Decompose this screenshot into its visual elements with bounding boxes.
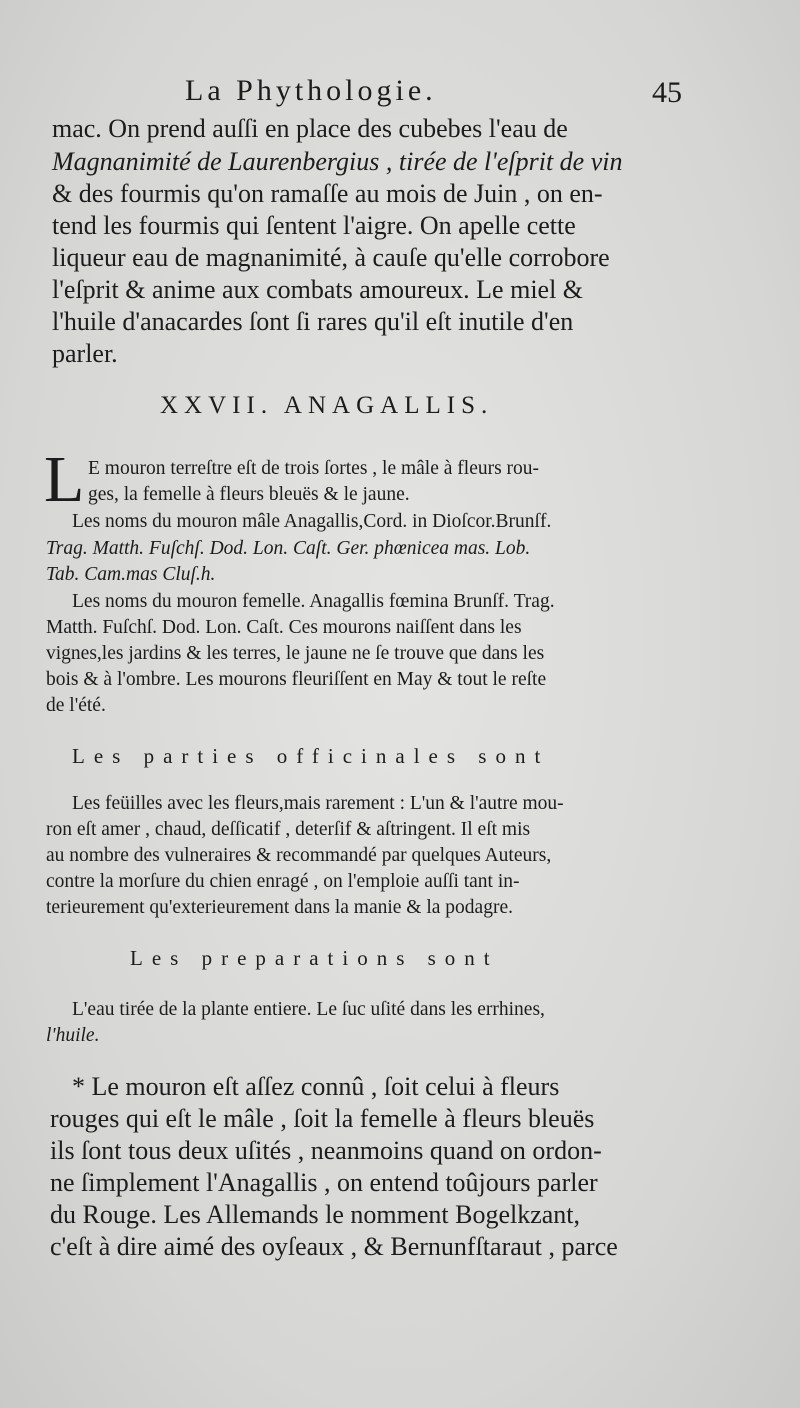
text-line: L'eau tirée de la plante entiere. Le ſuc uſité dans les errhines, (72, 999, 545, 1020)
text-line: mac. On prend auſſi en place des cubebes l'eau de (52, 114, 568, 143)
text-line: l'eſprit & anime aux combats amoureux. Le miel & (52, 275, 584, 304)
text-line: * Le mouron eſt aſſez connû , ſoit celui à fleurs (72, 1072, 560, 1101)
text-line: ils ſont tous deux uſités , neanmoins quand on ordon- (50, 1136, 602, 1165)
section-heading-preparations: Les preparations sont (130, 946, 499, 970)
text-line: rouges qui eſt le mâle , ſoit la femelle à fleurs bleuës (50, 1104, 595, 1133)
text-line: Les noms du mouron femelle. Anagallis fœmina Brunſf. Trag. (72, 591, 555, 612)
text-line: ne ſimplement l'Anagallis , on entend toûjours parler (50, 1168, 598, 1197)
text-line: & des fourmis qu'on ramaſſe au mois de Juin , on en- (52, 179, 603, 208)
page-number: 45 (652, 76, 682, 109)
text-line: bois & à l'ombre. Les mourons fleuriſſent en May & tout le reſte (46, 669, 547, 690)
text-line: c'eſt à dire aimé des oyſeaux , & Bernunfſtaraut , parce (50, 1232, 618, 1261)
text-line: ges, la femelle à fleurs bleuës & le jaune. (88, 484, 410, 505)
text-line: parler. (52, 339, 118, 368)
text-line: Matth. Fuſchſ. Dod. Lon. Caſt. Ces mourons naiſſent dans les (46, 617, 522, 638)
drop-cap: L (44, 443, 85, 516)
text-line: l'huile d'anacardes ſont ſi rares qu'il eſt inutile d'en (52, 307, 574, 336)
running-title: La Phythologie. (185, 74, 437, 107)
text-line: ron eſt amer , chaud, deſſicatif , deterſif & aſtringent. Il eſt mis (46, 819, 531, 840)
text-line: Trag. Matth. Fuſchſ. Dod. Lon. Caſt. Ger. phœnicea mas. Lob. (46, 538, 531, 559)
section-heading-officinales: Les parties officinales sont (72, 744, 550, 768)
text-line: Les feüilles avec les fleurs,mais rarement : L'un & l'autre mou- (72, 793, 564, 814)
text-line: au nombre des vulneraires & recommandé par quelques Auteurs, (46, 845, 552, 866)
text-line: Magnanimité de Laurenbergius , tirée de l'eſprit de vin (52, 147, 623, 176)
text-line: Les noms du mouron mâle Anagallis,Cord. in Dioſcor.Brunſf. (72, 511, 552, 532)
chapter-title: XXVII. ANAGALLIS. (160, 392, 494, 419)
text-line: terieurement qu'exterieurement dans la manie & la podagre. (46, 897, 513, 918)
text-line: liqueur eau de magnanimité, à cauſe qu'elle corrobore (52, 243, 610, 272)
text-line: de l'été. (46, 695, 106, 716)
text-line: du Rouge. Les Allemands le nomment Bogelkzant, (50, 1200, 581, 1229)
text-line: contre la morſure du chien enragé , on l'emploie auſſi tant in- (46, 871, 520, 892)
text-line: E mouron terreſtre eſt de trois ſortes , le mâle à fleurs rou- (88, 458, 540, 479)
text-line: vignes,les jardins & les terres, le jaune ne ſe trouve que dans les (46, 643, 545, 664)
text-line: tend les fourmis qui ſentent l'aigre. On apelle cette (52, 211, 576, 240)
text-line: l'huile. (46, 1025, 100, 1046)
text-line: Tab. Cam.mas Cluſ.h. (46, 564, 216, 585)
